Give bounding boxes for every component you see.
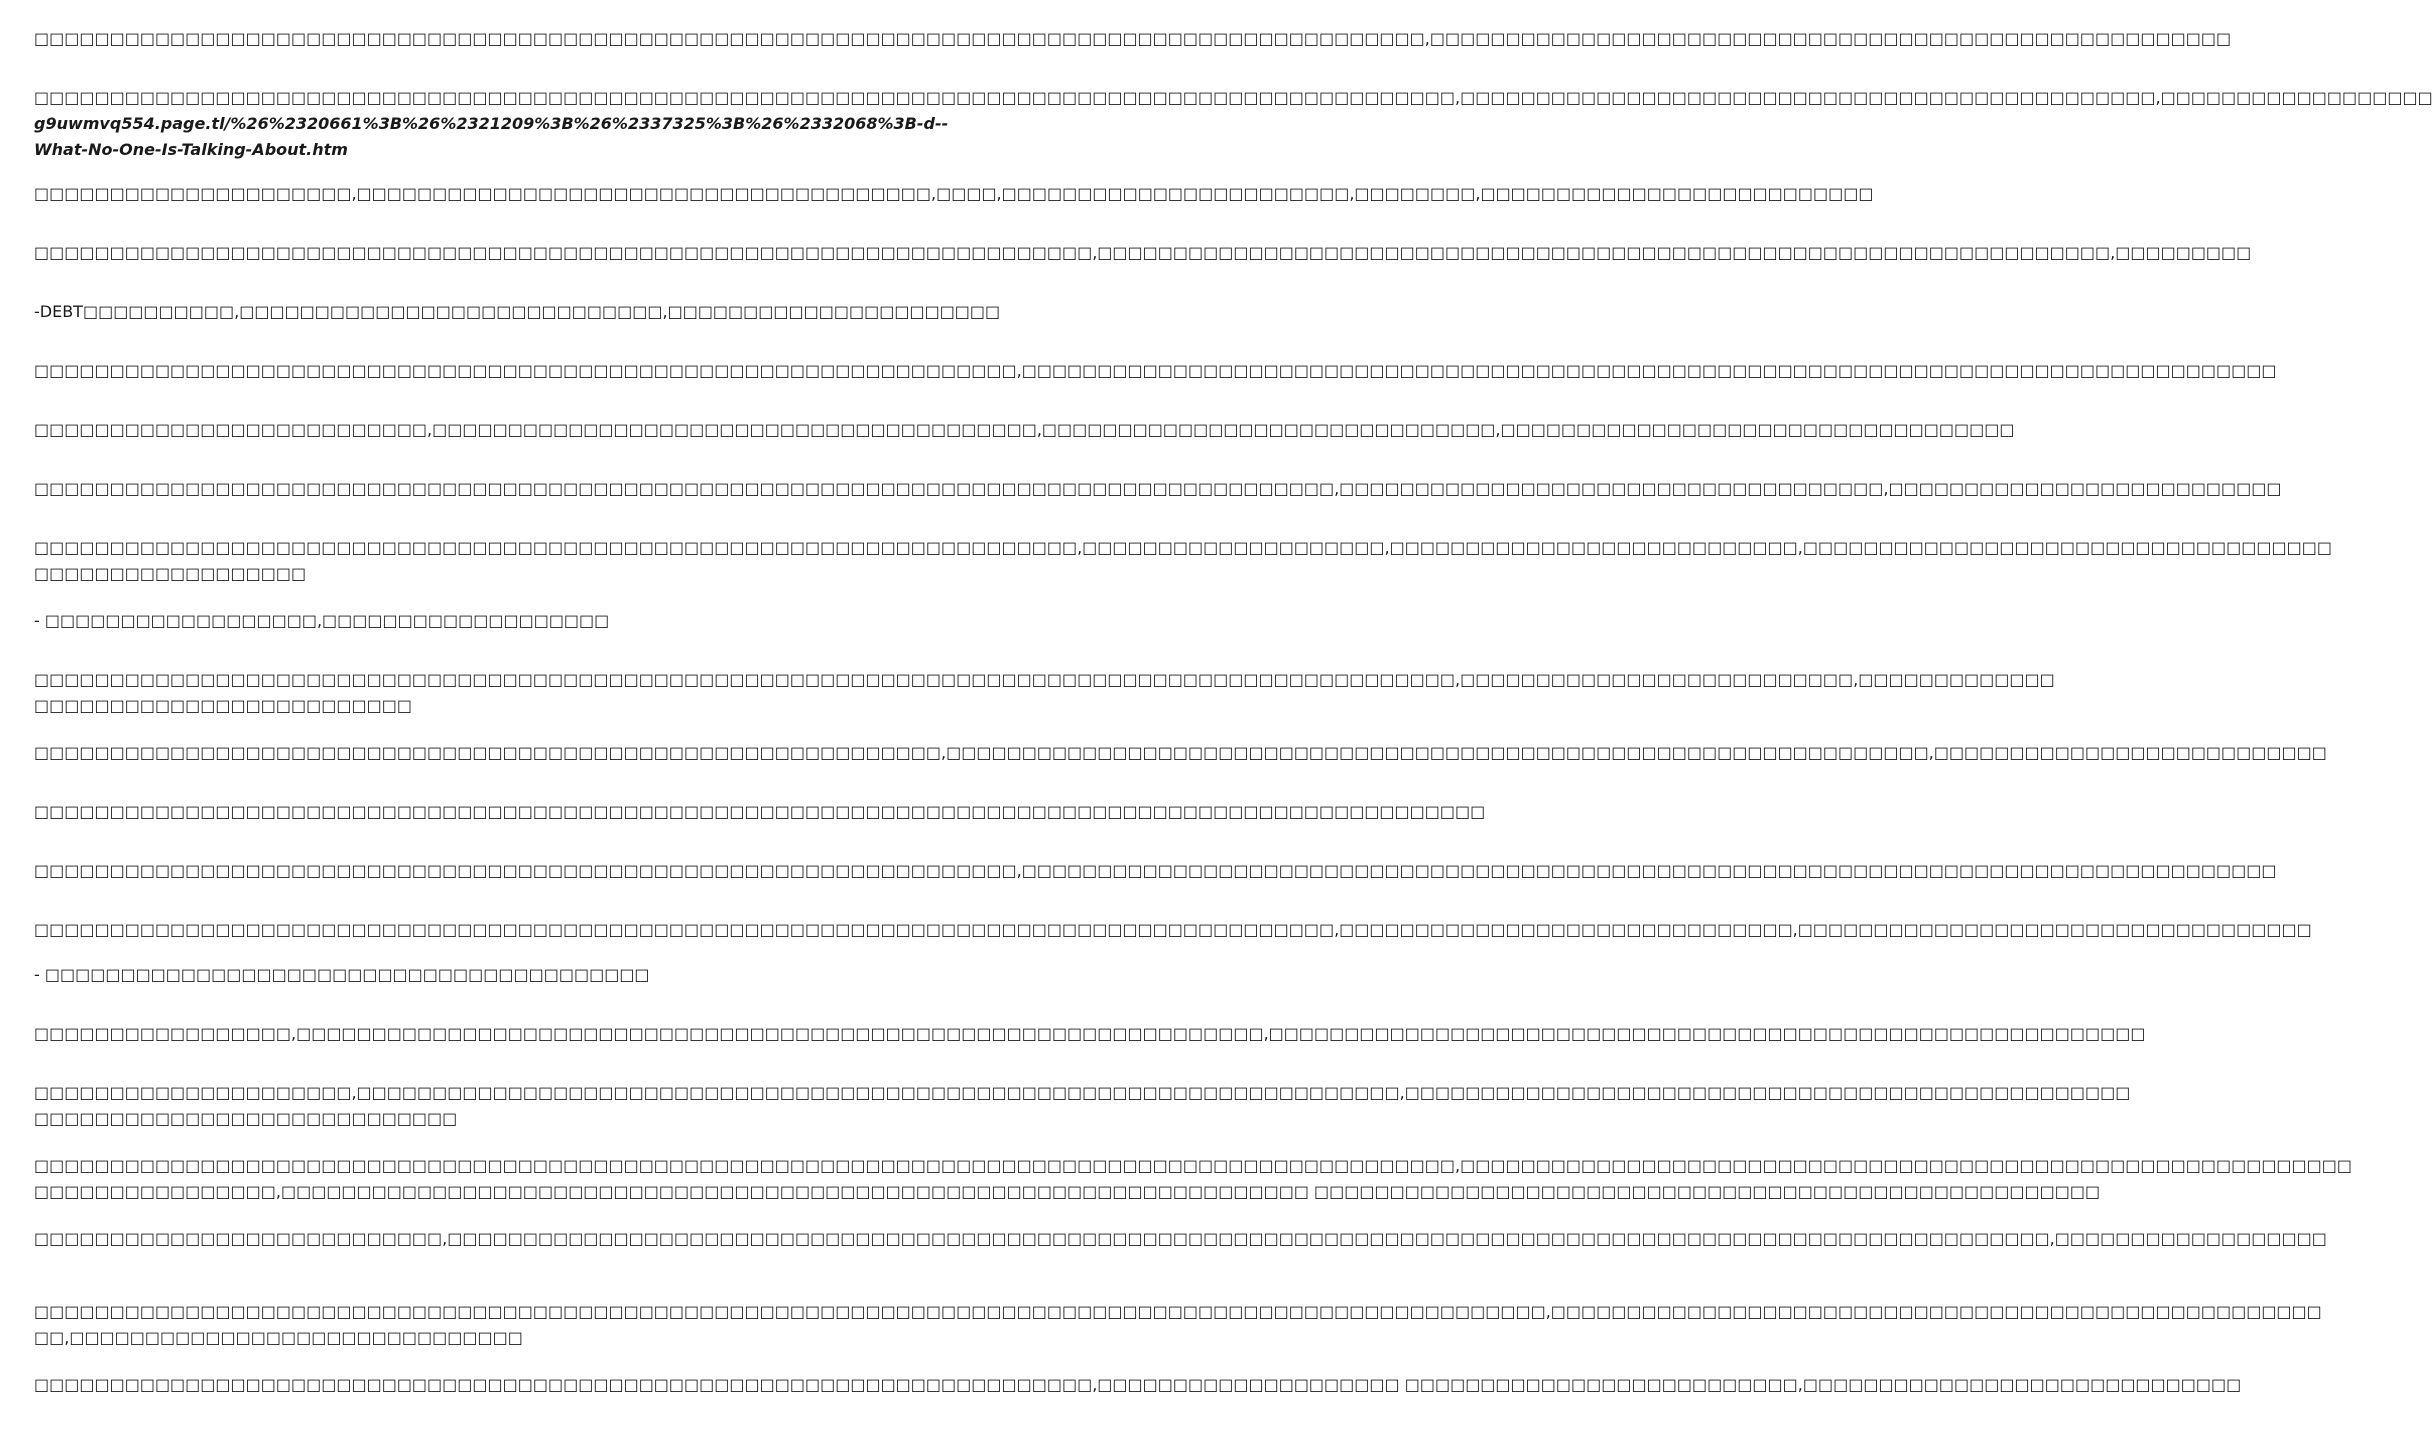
paragraph (34, 1226, 2327, 1252)
paragraph (34, 1372, 2242, 1398)
paragraph (34, 26, 2232, 52)
paragraph (34, 476, 2282, 502)
paragraph (34, 240, 2252, 266)
paragraph (34, 417, 2015, 443)
paragraph-line: □□□□□□□□□□□□□□□□□□□□□□□□□□□□□□□□□□□□□□□□□□□□□□□□□□□□□□□□□□□□□□□□□□□□□□□□□□□□□□□□□□□□□□□□□□□□□□,□□□□□□□□□□□□□□□□□□□□□□□□□□□□□□□□□□□□□□□□□□□□□□,□□□□□□□□□□□□□□□□□□ (34, 88, 2433, 107)
paragraph (34, 1021, 2146, 1047)
paragraph-line: □□□□□□□□□□□□□□□□□□□□□□□□□□,□□□□□□□□□□□□□□□□□□□□□□□□□□□□□□□□□□□□□□□□,□□□□□□□□□□□□□□□□□□□□□□□□□□□□□□,□□□□□□□□□□□□□□□□□□□□□□□□□□□□□□□□□□ (34, 420, 2015, 439)
paragraph-line: □□□□□□□□□□□□□□□□□□□□□□□□□□□□□□□□□□□□□□□□□□□□□□□□□□□□□□□□□□□□,□□□□□□□□□□□□□□□□□□□□□□□□□□□□□□□□□□□□□□□□□□□□□□□□□□□□□□□□□□□□□□□□□,□□□□□□□□□□□□□□□□□□□□□□□□□□ (34, 743, 2327, 762)
paragraph-line: □□□□□□□□□□□□□□□□□□□□□□□□□□□□□□□□□□□□□□□□□□□□□□□□□□□□□□□□□□□□□□□□□□□□□□□□□□□□□□□□□□□□□□□□□□□□□□,□□□□□□□□□□□□□□□□□□□□□□□□□□□□□□□□□□□□□□□□□□□□□□□□□□□□□□□□□□□ (34, 1156, 2353, 1175)
paragraph-line: □□□□□□□□□□□□□□□□□□□□□□□□□□□□□□□□□□□□□□□□□□□□□□□□□□□□□□□□□□□□□□□□□□□□□□,□□□□□□□□□□□□□□□□□□□□ □□□□□□□□□□□□□□□□□□□□□□□□□□,□□□□□□□□□□□□□□□□□□□□□□□□□□□□□ (34, 1375, 2242, 1394)
paragraph-line: - □□□□□□□□□□□□□□□□□□□□□□□□□□□□□□□□□□□□□□□□ (34, 965, 650, 984)
paragraph-line: □□□□□□□□□□□□□□□□□□□□□,□□□□□□□□□□□□□□□□□□□□□□□□□□□□□□□□□□□□□□,□□□□,□□□□□□□□□□□□□□□□□□□□□□□,□□□□□□□□,□□□□□□□□□□□□□□□□□□□□□□□□□□ (34, 184, 1874, 203)
paragraph-line: □□□□□□□□□□□□□□□□□□□□□□□□□□□□□□□□□□□□□□□□□□□□□□□□□□□□□□□□□□□□□□□□□□□□□□□□□□□□□□□□□□□□□□□□□□□□,□□□□□□□□□□□□□□□□□□□□□□□□□□□□□□□□□□□□□□□□□□□□□□□□□□□□□ (34, 29, 2232, 48)
paragraph-line: □□□□□□□□□□□□□□□□□□□□□□□□□□□□□□□□□□□□□□□□□□□□□□□□□□□□□□□□□□□□□□□□□□□□□,□□□□□□□□□□□□□□□□□□□□,□□□□□□□□□□□□□□□□□□□□□□□□□□□,□□□□□□□□□□□□□□□□□□□□□□□□□□□□□□□□□□□ (34, 538, 2332, 557)
paragraph-line: □□□□□□□□□□□□□□□□□□□□□□□□□□□□ (34, 1109, 458, 1128)
external-link[interactable]: What-No-One-Is-Talking-About.htm (34, 140, 348, 159)
paragraph (34, 181, 1874, 207)
paragraph-line: -DEBT□□□□□□□□□□,□□□□□□□□□□□□□□□□□□□□□□□□□□□□,□□□□□□□□□□□□□□□□□□□□□□ (34, 302, 1001, 321)
document-page (34, 0, 2433, 1449)
paragraph-line: □□,□□□□□□□□□□□□□□□□□□□□□□□□□□□□□□ (34, 1328, 523, 1347)
paragraph-line: □□□□□□□□□□□□□□□□□,□□□□□□□□□□□□□□□□□□□□□□□□□□□□□□□□□□□□□□□□□□□□□□□□□□□□□□□□□□□□□□□□,□□□□□□□□□□□□□□□□□□□□□□□□□□□□□□□□□□□□□□□□□□□□□□□□□□□□□□□□□□ (34, 1024, 2146, 1043)
paragraph (34, 858, 2277, 884)
paragraph-line: - □□□□□□□□□□□□□□□□□□,□□□□□□□□□□□□□□□□□□□ (34, 611, 610, 630)
paragraph-line: □□□□□□□□□□□□□□□□□□□□□□□□□□□□□□□□□□□□□□□□□□□□□□□□□□□□□□□□□□□□□□□□□□□□□□□□□□□□□□□□□□□□□□,□□□□□□□□□□□□□□□□□□□□□□□□□□□□□□□□□□□□,□□□□□□□□□□□□□□□□□□□□□□□□□□ (34, 479, 2282, 498)
paragraph (34, 299, 1001, 325)
paragraph (34, 85, 2433, 163)
paragraph (34, 917, 2312, 943)
paragraph (34, 799, 1486, 825)
paragraph (34, 1080, 2131, 1132)
paragraph (34, 358, 2277, 384)
paragraph-line: □□□□□□□□□□□□□□□□□□□□□□□□□□□□□□□□□□□□□□□□□□□□□□□□□□□□□□□□□□□□□□□□□,□□□□□□□□□□□□□□□□□□□□□□□□□□□□□□□□□□□□□□□□□□□□□□□□□□□□□□□□□□□□□□□□□□□□□□□□□□□□□□□□□□□ (34, 861, 2277, 880)
paragraph-line: □□□□□□□□□□□□□□□□□□□□□□□□□ (34, 696, 412, 715)
paragraph (34, 962, 991, 988)
paragraph-line: □□□□□□□□□□□□□□□□□□□□□□□□□□□□□□□□□□□□□□□□□□□□□□□□□□□□□□□□□□□□□□□□□,□□□□□□□□□□□□□□□□□□□□□□□□□□□□□□□□□□□□□□□□□□□□□□□□□□□□□□□□□□□□□□□□□□□□□□□□□□□□□□□□□□□ (34, 361, 2277, 380)
paragraph (34, 535, 2332, 587)
paragraph-line: □□□□□□□□□□□□□□□□□□□□□□□□□□□□□□□□□□□□□□□□□□□□□□□□□□□□□□□□□□□□□□□□□□□□□□□□□□□□□□□□□□□□□□,□□□□□□□□□□□□□□□□□□□□□□□□□□□□□□,□□□□□□□□□□□□□□□□□□□□□□□□□□□□□□□□□□ (34, 920, 2312, 939)
paragraph (34, 1153, 2353, 1205)
paragraph-line: □□□□□□□□□□□□□□□□□□□□□□□□□□□□□□□□□□□□□□□□□□□□□□□□□□□□□□□□□□□□□□□□□□□□□□□□□□□□□□□□□□□□□□□□□□□□□□□□ (34, 802, 1486, 821)
paragraph-line: □□□□□□□□□□□□□□□□□□ (34, 564, 307, 583)
paragraph-line: □□□□□□□□□□□□□□□□□□□□□,□□□□□□□□□□□□□□□□□□□□□□□□□□□□□□□□□□□□□□□□□□□□□□□□□□□□□□□□□□□□□□□□□□□□□,□□□□□□□□□□□□□□□□□□□□□□□□□□□□□□□□□□□□□□□□□□□□□□□□ (34, 1083, 2131, 1102)
paragraph-line: □□□□□□□□□□□□□□□□□□□□□□□□□□□□□□□□□□□□□□□□□□□□□□□□□□□□□□□□□□□□□□□□□□□□□□□□□□□□□□□□□□□□□□□□□□□□□□,□□□□□□□□□□□□□□□□□□□□□□□□□□,□□□□□□□□□□□□□ (34, 670, 2055, 689)
paragraph (34, 608, 991, 634)
paragraph (34, 1299, 2322, 1351)
paragraph (34, 740, 2327, 766)
paragraph-line: □□□□□□□□□□□□□□□□□□□□□□□□□□□□□□□□□□□□□□□□□□□□□□□□□□□□□□□□□□□□□□□□□□□□□□□□□□□□□□□□□□□□□□□□□□□□□□□□□□□□,□□□□□□□□□□□□□□□□□□□□□□□□□□□□□□□□□□□□□□□□□□□□□□□□□□□ (34, 1302, 2322, 1321)
paragraph-line: □□□□□□□□□□□□□□□□□□□□□□□□□□□,□□□□□□□□□□□□□□□□□□□□□□□□□□□□□□□□□□□□□□□□□□□□□□□□□□□□□□□□□□□□□□□□□□□□□□□□□□□□□□□□□□□□□□□□□□□□□□□□□□□□□□□□□□,□□□□□□□□□□□□□□□□□□ (34, 1229, 2327, 1248)
paragraph-line: □□□□□□□□□□□□□□□□□□□□□□□□□□□□□□□□□□□□□□□□□□□□□□□□□□□□□□□□□□□□□□□□□□□□□□,□□□□□□□□□□□□□□□□□□□□□□□□□□□□□□□□□□□□□□□□□□□□□□□□□□□□□□□□□□□□□□□□□□□,□□□□□□□□□ (34, 243, 2252, 262)
paragraph (34, 667, 2055, 719)
external-link[interactable]: g9uwmvq554.page.tl/%26%2320661%3B%26%2321209%3B%26%2337325%3B%26%2332068%3B-d-- (34, 114, 949, 133)
paragraph-line: □□□□□□□□□□□□□□□□,□□□□□□□□□□□□□□□□□□□□□□□□□□□□□□□□□□□□□□□□□□□□□□□□□□□□□□□□□□□□□□□□□□□□ □□□□□□□□□□□□□□□□□□□□□□□□□□□□□□□□□□□□□□□□□□□□□□□□□□□□ (34, 1182, 2101, 1201)
